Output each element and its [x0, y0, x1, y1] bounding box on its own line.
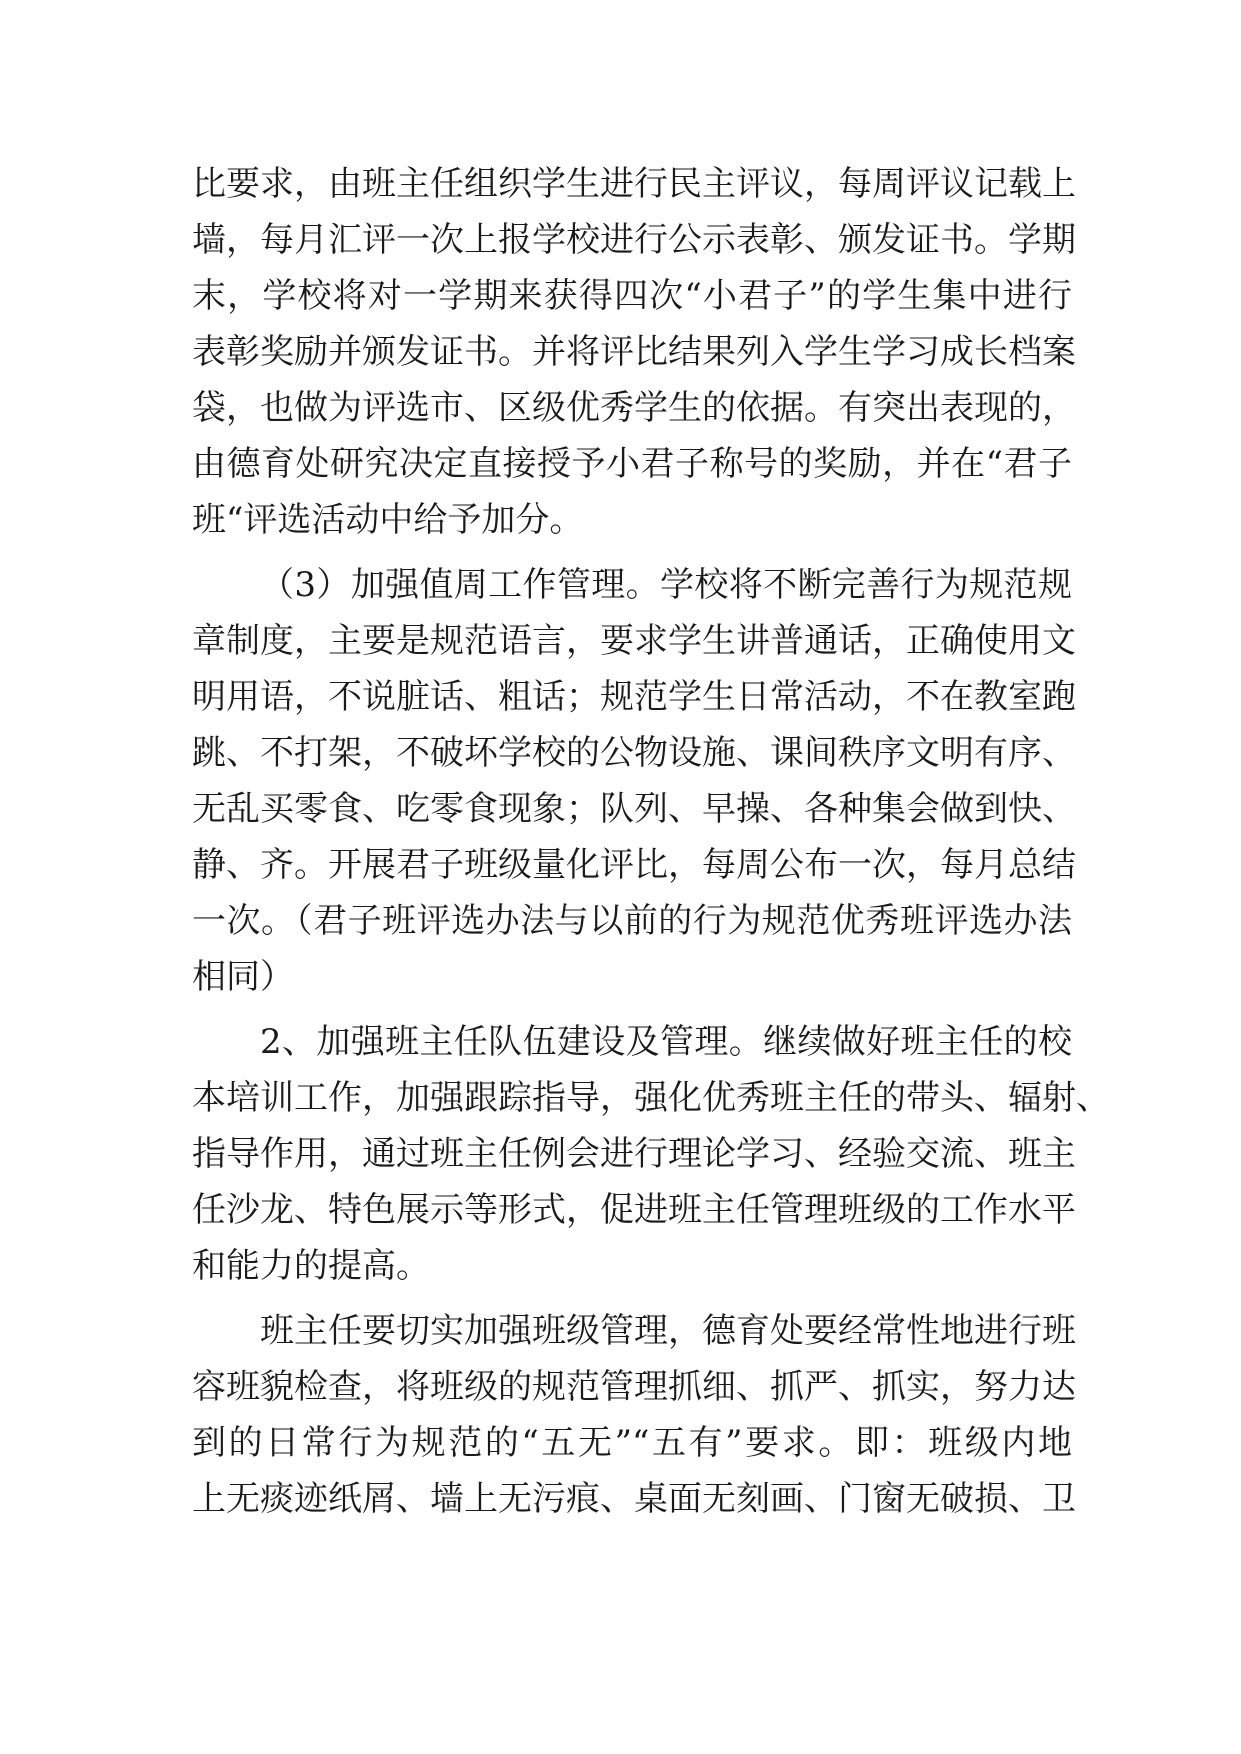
- text-line: 相同）: [192, 957, 294, 997]
- document-body: [192, 156, 1110, 1527]
- text-line: 由德育处研究决定直接授予小君子称号的奖励，并在“君子: [192, 444, 1072, 484]
- text-line: 无乱买零食、吃零食现象；队列、早操、各种集会做到快、: [192, 789, 1076, 829]
- paragraph: [192, 1014, 1110, 1294]
- text-line: 和能力的提高。: [192, 1246, 430, 1286]
- text-line: 静、齐。开展君子班级量化评比，每周公布一次，每月总结: [192, 845, 1076, 885]
- text-line: 末，学校将对一学期来获得四次“小君子”的学生集中进行: [192, 276, 1072, 316]
- text-line: 明用语，不说脏话、粗话；规范学生日常活动，不在教室跑: [192, 677, 1076, 717]
- text-line: 2、加强班主任队伍建设及管理。继续做好班主任的校: [260, 1022, 1072, 1062]
- paragraph: [192, 557, 1076, 1005]
- text-line: 到的日常行为规范的“五无”“五有”要求。即：班级内地: [192, 1423, 1072, 1463]
- text-line: （3）加强值周工作管理。学校将不断完善行为规范规: [260, 565, 1072, 605]
- text-line: 本培训工作，加强跟踪指导，强化优秀班主任的带头、辐射、: [192, 1078, 1110, 1118]
- paragraph: [192, 156, 1076, 548]
- text-line: 袋，也做为评选市、区级优秀学生的依据。有突出表现的，: [192, 388, 1076, 428]
- text-line: 容班貌检查，将班级的规范管理抓细、抓严、抓实，努力达: [192, 1367, 1076, 1407]
- text-line: 指导作用，通过班主任例会进行理论学习、经验交流、班主: [192, 1134, 1076, 1174]
- text-line: 任沙龙、特色展示等形式，促进班主任管理班级的工作水平: [192, 1190, 1076, 1230]
- text-line: 跳、不打架，不破坏学校的公物设施、课间秩序文明有序、: [192, 733, 1076, 773]
- text-line: 表彰奖励并颁发证书。并将评比结果列入学生学习成长档案: [192, 332, 1076, 372]
- text-line: 班主任要切实加强班级管理，德育处要经常性地进行班: [260, 1311, 1076, 1351]
- text-line: 比要求，由班主任组织学生进行民主评议，每周评议记载上: [192, 164, 1076, 204]
- text-line: 一次。（君子班评选办法与以前的行为规范优秀班评选办法: [192, 901, 1072, 941]
- text-line: 墙，每月汇评一次上报学校进行公示表彰、颁发证书。学期: [192, 220, 1076, 260]
- text-line: 章制度，主要是规范语言，要求学生讲普通话，正确使用文: [192, 621, 1076, 661]
- paragraph: [192, 1303, 1076, 1527]
- text-line: 班“评选活动中给予加分。: [192, 500, 584, 540]
- text-line: 上无痰迹纸屑、墙上无污痕、桌面无刻画、门窗无破损、卫: [192, 1479, 1076, 1519]
